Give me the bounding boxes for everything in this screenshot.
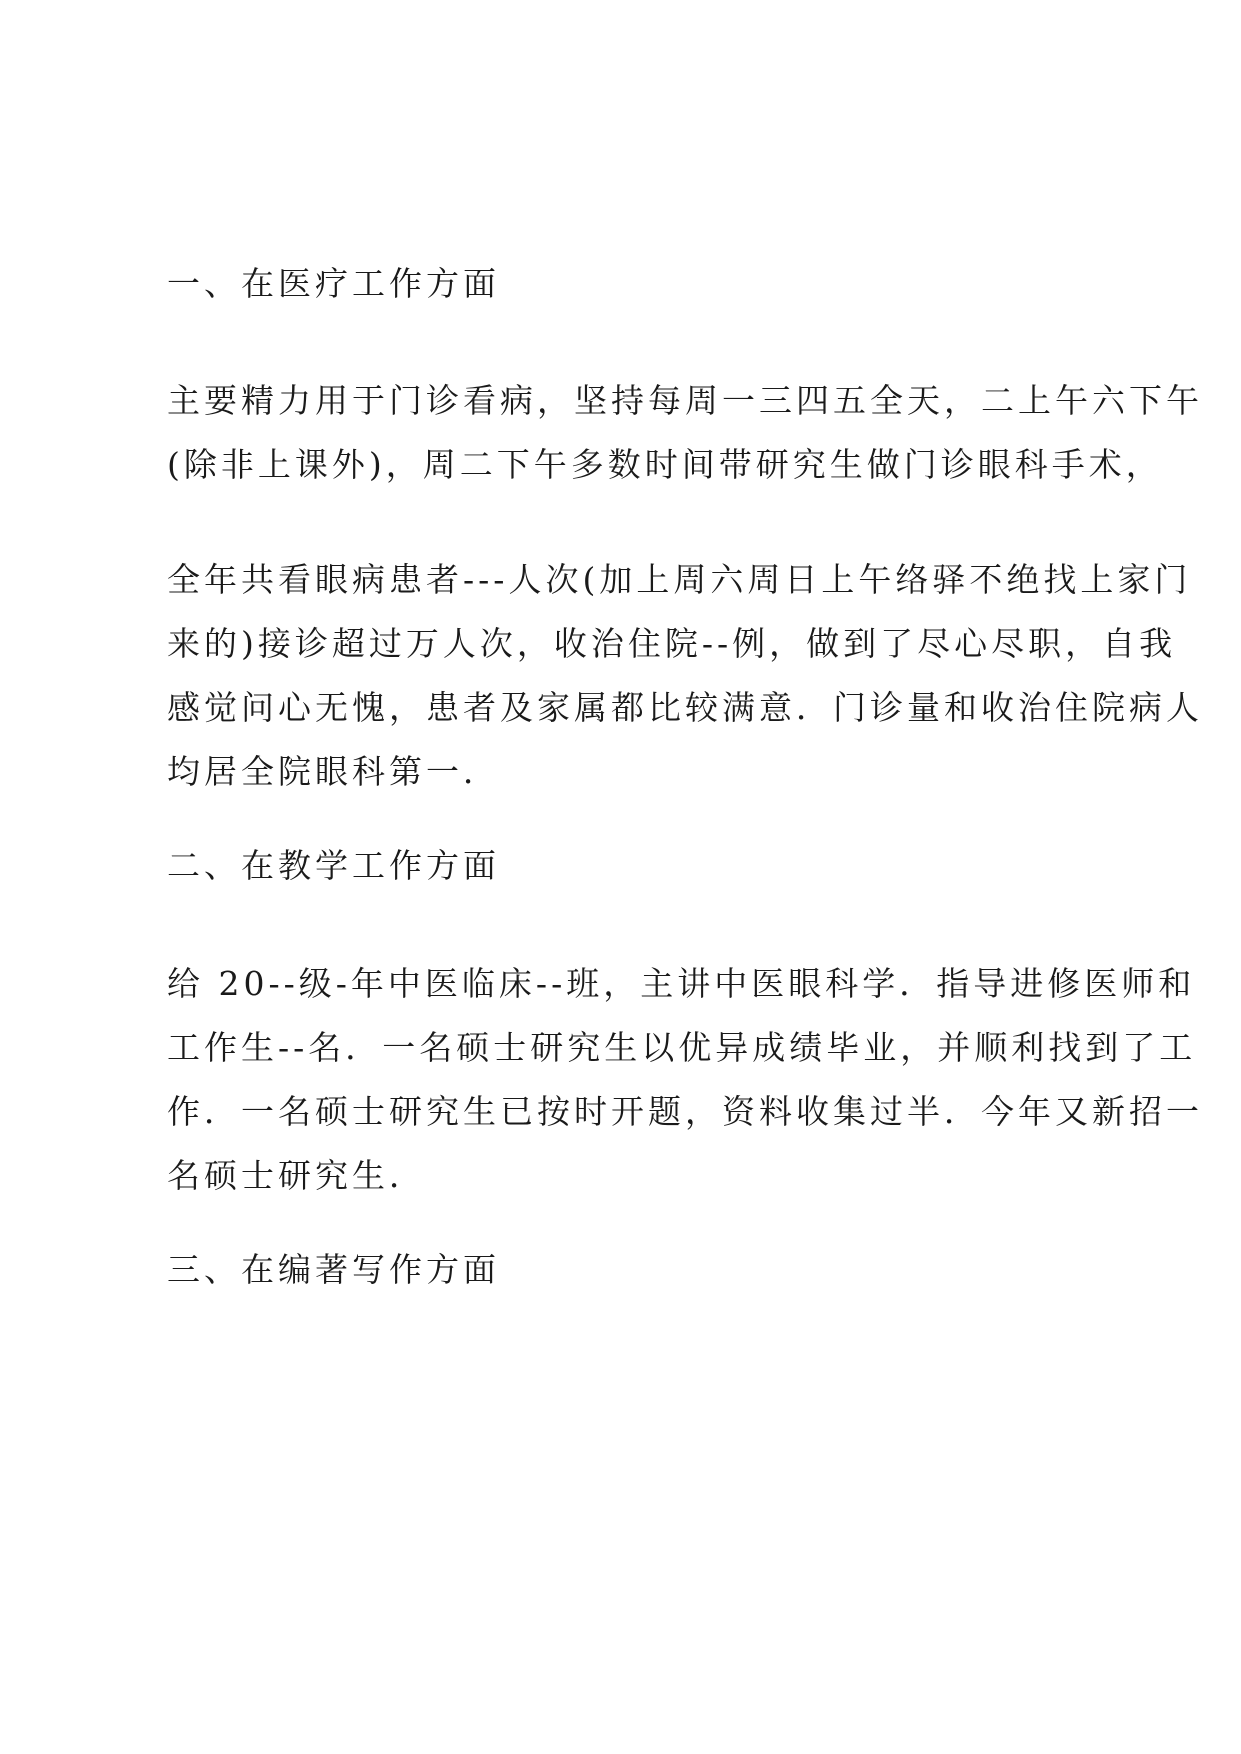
paragraph-line: 全年共看眼病患者---人次(加上周六周日上午络驿不绝找上家门 <box>167 560 1192 599</box>
paragraph-line: 给 20--级-年中医临床--班，主讲中医眼科学．指导进修医师和 <box>167 964 1196 1003</box>
heading-text: 三、在编著写作方面 <box>167 1250 500 1289</box>
paragraph-line: 来的)接诊超过万人次，收治住院--例，做到了尽心尽职，自我 <box>167 624 1177 663</box>
heading-text: 一、在医疗工作方面 <box>167 264 500 303</box>
paragraph-clinic-hours <box>167 369 1203 497</box>
paragraph-line: 作．一名硕士研究生已按时开题，资料收集过半．今年又新招一 <box>167 1092 1203 1131</box>
section-heading-medical <box>167 252 1097 316</box>
heading-text: 二、在教学工作方面 <box>167 846 500 885</box>
section-heading-teaching <box>167 834 1097 898</box>
paragraph-line: 主要精力用于门诊看病，坚持每周一三四五全天，二上午六下午 <box>167 381 1203 420</box>
paragraph-line: (除非上课外)，周二下午多数时间带研究生做门诊眼科手术， <box>167 445 1163 484</box>
paragraph-line: 名硕士研究生． <box>167 1156 426 1195</box>
paragraph-line: 感觉问心无愧，患者及家属都比较满意．门诊量和收治住院病人 <box>167 688 1203 727</box>
paragraph-line: 工作生--名．一名硕士研究生以优异成绩毕业，并顺利找到了工 <box>167 1028 1197 1067</box>
paragraph-line: 均居全院眼科第一． <box>167 752 500 791</box>
section-heading-writing <box>167 1238 1097 1302</box>
paragraph-teaching-details <box>167 952 1203 1208</box>
paragraph-patient-stats <box>167 548 1203 804</box>
